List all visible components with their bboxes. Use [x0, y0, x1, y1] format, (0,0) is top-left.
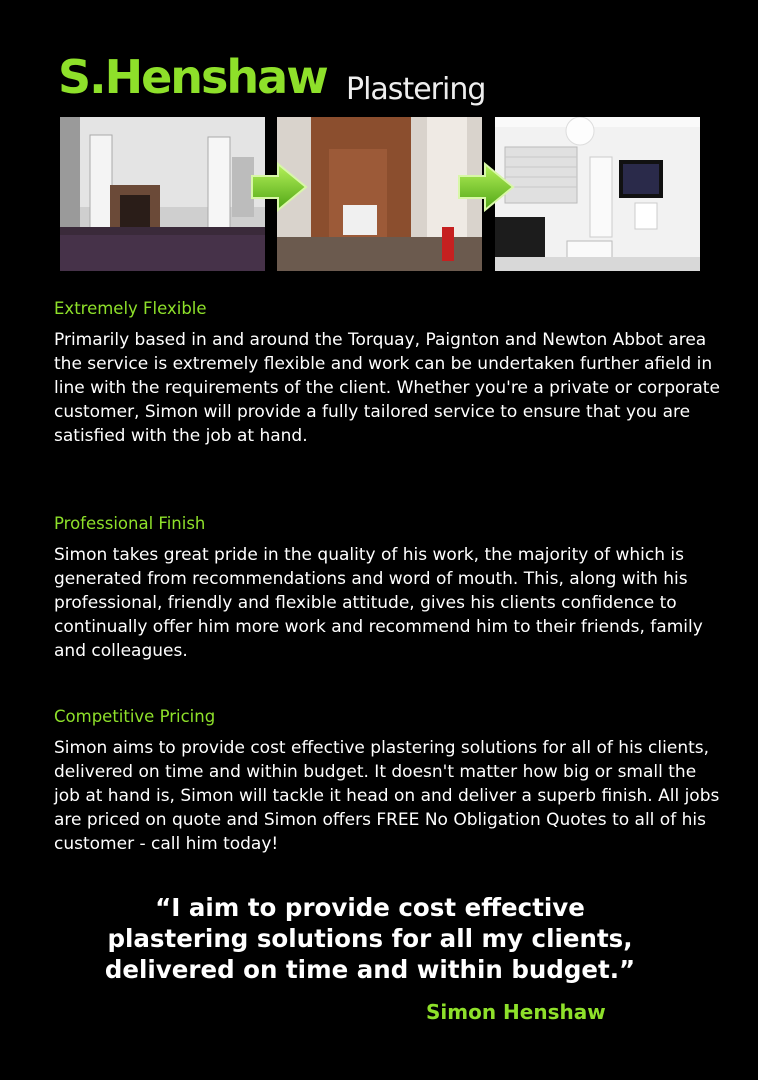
- quote-author: Simon Henshaw: [426, 1000, 606, 1024]
- section-competitive-pricing: [54, 707, 724, 856]
- brand-name: S.Henshaw: [58, 50, 327, 104]
- brand-suffix: Plastering: [346, 72, 486, 107]
- section-extremely-flexible: [54, 299, 724, 448]
- arrow-right-icon: [457, 161, 517, 213]
- arrow-right-icon: [250, 161, 310, 213]
- testimonial-quote: “I aim to provide cost effective plastering solutions for all my clients, delivered on time and within budget.”: [104, 893, 636, 984]
- section-title: Competitive Pricing: [54, 707, 216, 726]
- section-body: Primarily based in and around the Torquay, Paignton and Newton Abbot area the service is extremely flexible and work can be undertaken further afield in line with the requirements of the client. Whether you're a private or corporate customer, Simon will provide a fully tailored service to ensure that you are satisfied with the job at hand.: [54, 330, 720, 446]
- section-title: Extremely Flexible: [54, 299, 207, 318]
- before-photo: [60, 117, 265, 271]
- after-photo: [495, 117, 700, 271]
- section-body: Simon takes great pride in the quality of his work, the majority of which is generated from recommendations and word of mouth. This, along with his professional, friendly and flexible attitude, gives his clients confidence to continually offer him more work and recommend him to their friends, family and colleagues.: [54, 545, 703, 661]
- section-professional-finish: [54, 514, 724, 663]
- before-after-photo-strip: [60, 117, 700, 271]
- section-title: Professional Finish: [54, 514, 206, 533]
- section-body: Simon aims to provide cost effective plastering solutions for all of his clients, delivered on time and within budget. It doesn't matter how big or small the job at hand is, Simon will tackle it head on and deliver a superb finish. All jobs are priced on quote and Simon offers FREE No Obligation Quotes to all of his customer - call him today!: [54, 738, 720, 854]
